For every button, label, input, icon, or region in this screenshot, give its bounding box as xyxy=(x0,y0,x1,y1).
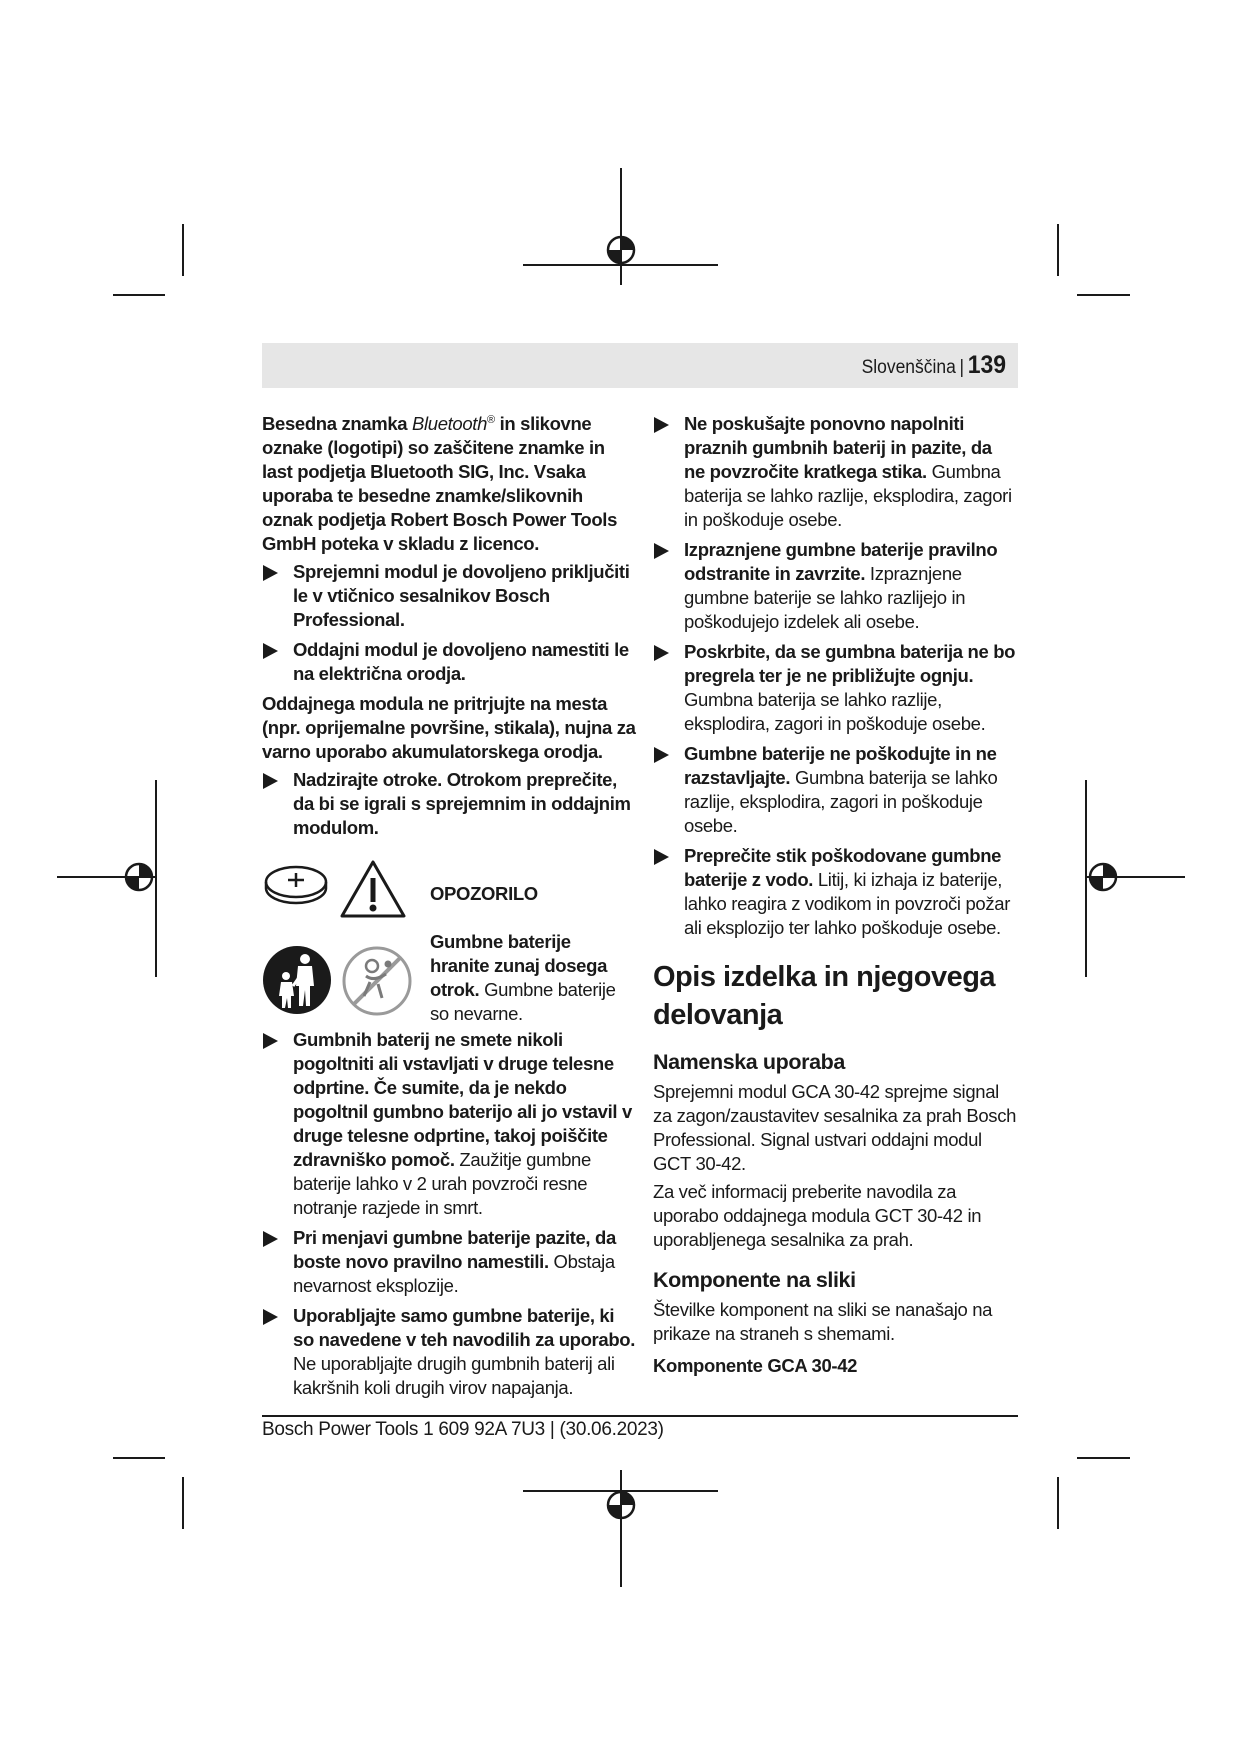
keep-away-children-icon xyxy=(263,946,331,1014)
bullet-arrow-icon xyxy=(654,849,669,865)
bullet-arrow-icon xyxy=(263,773,278,789)
bullet-item xyxy=(653,412,1017,532)
mount-paragraph: Oddajnega modula ne pritrjujte na mesta (npr. oprijemalne površine, stikala), nujna za varno uporabo akumulatorskega orodja. xyxy=(262,693,636,762)
bullet-list-c xyxy=(262,1028,638,1400)
intended-use-heading: Namenska uporaba xyxy=(653,1050,845,1074)
right-column xyxy=(653,412,1017,1382)
warning-text-bold: Gumbne baterije hranite zunaj dosega otrok. xyxy=(430,931,608,1000)
warning-pictograms xyxy=(262,858,432,1026)
page-footer: Bosch Power Tools 1 609 92A 7U3 | (30.06.2023) xyxy=(262,1419,664,1440)
bullet-arrow-icon xyxy=(263,1033,278,1049)
bullet-item xyxy=(653,844,1017,940)
bullet-bold-text: Uporabljajte samo gumbne baterije, ki so navedene v teh navodilih za uporabo. xyxy=(293,1305,636,1350)
bullet-bold-text: Pri menjavi gumbne baterije pazite, da boste novo pravilno namestili. xyxy=(293,1227,616,1272)
registration-mark-icon xyxy=(1086,780,1185,977)
bullet-normal-text: Gumbna baterija se lahko razlije, eksplodira, zagori in poškoduje osebe. xyxy=(684,689,986,734)
button-cell-icon xyxy=(266,867,326,903)
bullet-bold-text: Izpraznjene gumbne baterije pravilno odstranite in zavrzite. xyxy=(684,539,998,584)
bullet-item xyxy=(262,638,638,686)
bullet-arrow-icon xyxy=(654,747,669,763)
bullet-arrow-icon xyxy=(263,1309,278,1325)
bullet-item xyxy=(262,768,638,840)
bullet-item xyxy=(262,1226,638,1298)
bullet-item xyxy=(262,1028,638,1220)
bullet-bold-text: Gumbnih baterij ne smete nikoli pogoltniti ali vstavljati v druge telesne odprtine. Če sumite, da je nekdo pogoltnil gumbno baterijo ali jo vstavil v druge telesne odprtine, takoj poiščite zdravniško pomoč. xyxy=(293,1029,632,1170)
bullet-normal-text: Gumbna baterija se lahko razlije, eksplodira, zagori in poškoduje osebe. xyxy=(684,461,1012,530)
bullet-item xyxy=(262,1304,638,1400)
bullet-normal-text: Gumbna baterija se lahko razlije, eksplodira, zagori in poškoduje osebe. xyxy=(684,767,998,836)
bullet-list-right xyxy=(653,412,1017,940)
components-heading: Komponente na sliki xyxy=(653,1268,856,1292)
bullet-bold-text: Sprejemni modul je dovoljeno priključiti le v vtičnico sesalnikov Bosch Professional. xyxy=(293,561,630,630)
header-separator: | xyxy=(959,357,964,378)
bullet-normal-text: Izpraznjene gumbne baterije se lahko razlijejo in poškodujejo izdelek ali osebe. xyxy=(684,563,966,632)
warning-text-normal: Gumbne baterije so nevarne. xyxy=(430,979,616,1024)
registration-mark-icon xyxy=(523,168,718,285)
bullet-arrow-icon xyxy=(263,643,278,659)
trademark-text-segment: in slikovne oznake (logotipi) so zaščitene znamke in last podjetja Bluetooth SIG, Inc. Vsaka uporaba te besedne znamke/slikovnih oznak podjetja Robert Bosch Power Tools GmbH poteka v skladu z licenco. xyxy=(262,413,618,554)
bullet-bold-text: Preprečite stik poškodovane gumbne baterije z vodo. xyxy=(684,845,1002,890)
trademark-text-segment: Besedna znamka xyxy=(262,413,413,434)
warning-block xyxy=(262,858,638,1026)
warning-title: OPOZORILO xyxy=(430,883,538,904)
trademark-paragraph xyxy=(262,412,638,556)
bullet-bold-text: Ne poskušajte ponovno napolniti praznih gumbnih baterij in pazite, da ne povzročite kratkega stika. xyxy=(684,413,992,482)
bullet-arrow-icon xyxy=(654,645,669,661)
bullet-bold-text: Oddajni modul je dovoljeno namestiti le na električna orodja. xyxy=(293,639,629,684)
bullet-item xyxy=(653,640,1017,736)
bullet-normal-text: Ne uporabljajte drugih gumbnih baterij ali kakršnih koli drugih virov napajanja. xyxy=(293,1353,615,1398)
components-subheading: Komponente GCA 30-42 xyxy=(653,1355,858,1376)
bullet-arrow-icon xyxy=(263,1231,278,1247)
bullet-normal-text: Zaužitje gumbne baterije lahko v 2 urah povzroči resne notranje razjede in smrt. xyxy=(293,1149,591,1218)
registration-mark-icon xyxy=(57,780,156,977)
warning-text xyxy=(430,930,630,1026)
registration-mark-icon xyxy=(523,1470,718,1587)
bullet-list-a xyxy=(262,560,638,686)
bullet-arrow-icon xyxy=(654,543,669,559)
trademark-text-segment: Bluetooth xyxy=(412,413,488,434)
bullet-item xyxy=(653,742,1017,838)
section-title: Opis izdelka in njegovega delovanja xyxy=(653,961,996,1031)
header-text xyxy=(861,351,1006,380)
bullet-list-b xyxy=(262,768,638,840)
trademark-text-segment: ® xyxy=(487,413,495,426)
bullet-arrow-icon xyxy=(263,565,278,581)
bullet-arrow-icon xyxy=(654,417,669,433)
bullet-item xyxy=(262,560,638,632)
no-swallow-icon xyxy=(344,948,410,1014)
page-header xyxy=(262,343,1018,388)
bullet-bold-text: Gumbne baterije ne poškodujte in ne razstavljajte. xyxy=(684,743,997,788)
left-column xyxy=(262,412,638,1406)
intended-use-paragraph-2: Za več informacij preberite navodila za uporabo oddajnega modula GCT 30-42 in uporabljenega sesalnika za prah. xyxy=(653,1181,982,1250)
components-paragraph: Številke komponent na sliki se nanašajo na prikaze na straneh s shemami. xyxy=(653,1299,993,1344)
bullet-normal-text: Obstaja nevarnost eksplozije. xyxy=(293,1251,615,1296)
bullet-bold-text: Nadzirajte otroke. Otrokom preprečite, da bi se igrali s sprejemnim in oddajnim modulom. xyxy=(293,769,631,838)
page-number: 139 xyxy=(967,351,1006,379)
intended-use-paragraph-1: Sprejemni modul GCA 30-42 sprejme signal za zagon/zaustavitev sesalnika za prah Bosch Professional. Signal ustvari oddajni modul GCT 30-42. xyxy=(653,1081,1017,1174)
bullet-normal-text: Litij, ki izhaja iz baterije, lahko reagira z vodikom in povzroči požar ali eksplozijo ter lahko poškoduje osebe. xyxy=(684,869,1011,938)
warning-triangle-icon xyxy=(342,862,404,916)
header-language: Slovenščina xyxy=(861,357,956,378)
bullet-item xyxy=(653,538,1017,634)
bullet-bold-text: Poskrbite, da se gumbna baterija ne bo pregrela ter je ne približujte ognju. xyxy=(684,641,1016,686)
